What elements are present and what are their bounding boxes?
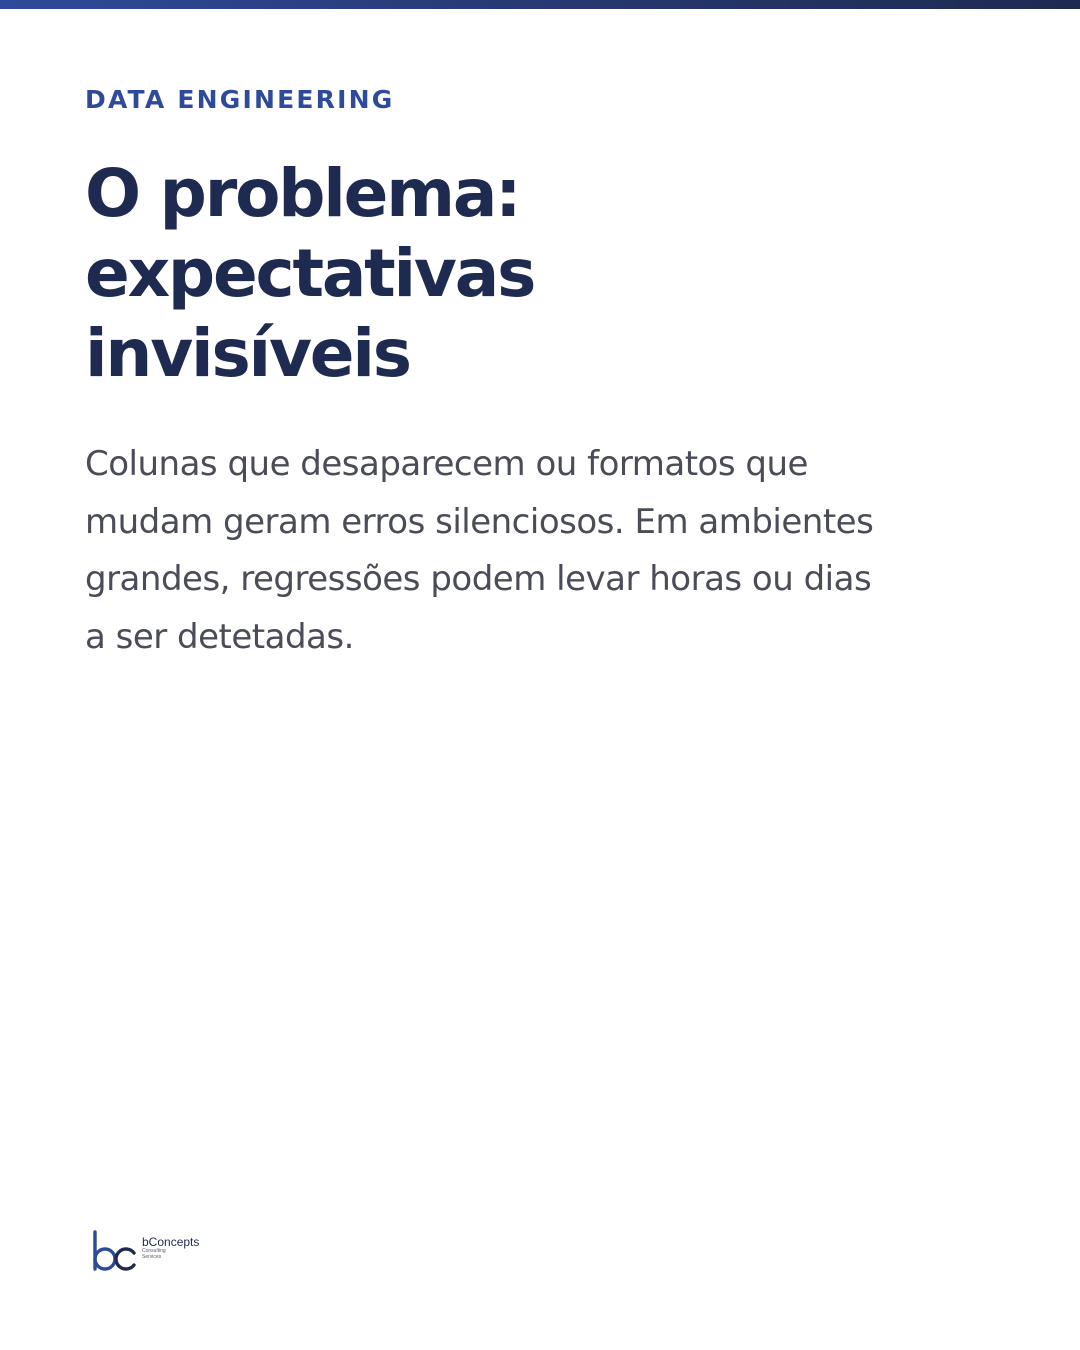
body-line: mudam geram erros silenciosos. Em ambientes [85, 501, 874, 542]
brand-tagline-line: Consulting [142, 1248, 166, 1254]
title-line: invisíveis [85, 315, 410, 392]
eyebrow-label: DATA ENGINEERING [85, 85, 395, 114]
body-paragraph [85, 436, 935, 666]
slide-title [85, 154, 945, 394]
title-line: O problema: [85, 155, 520, 232]
bc-logo-icon [92, 1230, 138, 1274]
brand-tagline-line: Services [142, 1253, 162, 1260]
brand-logo [92, 1230, 222, 1275]
body-line: Colunas que desaparecem ou formatos que [85, 444, 808, 484]
title-line: expectativas [85, 235, 535, 312]
brand-name: bConcepts [142, 1235, 200, 1249]
logo-wordmark [142, 1236, 222, 1260]
body-line: grandes, regressões podem levar horas ou dias [85, 559, 872, 599]
slide-content [85, 84, 945, 666]
body-line: a ser detetadas. [85, 616, 354, 657]
top-accent-bar [0, 0, 1080, 9]
